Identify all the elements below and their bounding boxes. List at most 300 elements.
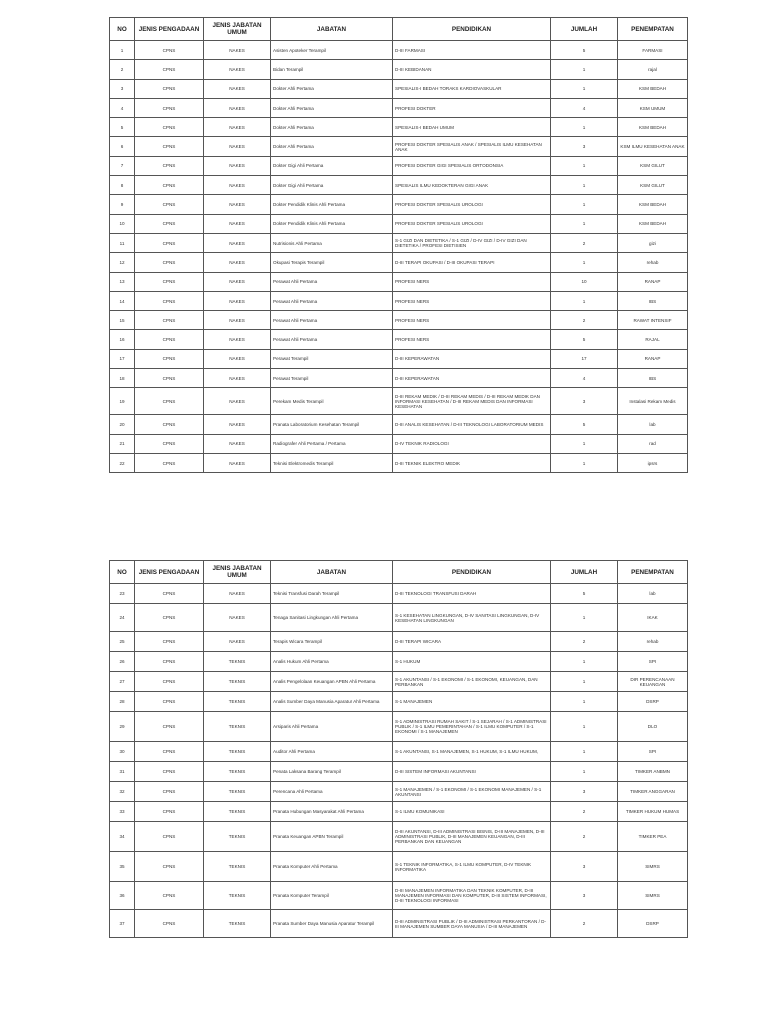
cell-no: 6 bbox=[110, 137, 135, 156]
cell-jabatan: Pranata Komputer Terampil bbox=[271, 882, 393, 910]
cell-pendidikan: PROFESI NERS bbox=[393, 311, 551, 330]
cell-jabatan: Perawat Terampil bbox=[271, 369, 393, 388]
cell-no: 34 bbox=[110, 822, 135, 852]
header-no: NO bbox=[110, 18, 135, 41]
table-row bbox=[110, 672, 688, 692]
cell-jumlah: 5 bbox=[551, 584, 618, 604]
cell-jumlah: 1 bbox=[551, 60, 618, 79]
table-header-row bbox=[110, 561, 688, 584]
table-row bbox=[110, 98, 688, 117]
table-row bbox=[110, 176, 688, 195]
table-row bbox=[110, 349, 688, 368]
cell-jabatan: Penata Laksana Barang Terampil bbox=[271, 762, 393, 782]
cell-jenis-jabatan: NAKES bbox=[204, 369, 271, 388]
cell-jabatan: Pranata Hubungan Masyarakat Ahli Pertama bbox=[271, 802, 393, 822]
cell-pendidikan: S-1 KESEHATAN LINGKUNGAN, D-IV SANITASI LINGKUNGAN, D-IV KESEHATAN LINGKUNGAN bbox=[393, 604, 551, 632]
cell-jabatan: Dokter Pendidik Klinis Ahli Pertama bbox=[271, 195, 393, 214]
cell-jenis-jabatan: TEKNIS bbox=[204, 742, 271, 762]
cell-jabatan: Tenaga Sanitasi Lingkungan Ahli Pertama bbox=[271, 604, 393, 632]
cell-no: 32 bbox=[110, 782, 135, 802]
cell-jenis-pengadaan: CPNS bbox=[135, 41, 204, 60]
cell-penempatan: IBS bbox=[618, 291, 688, 310]
cell-jenis-pengadaan: CPNS bbox=[135, 692, 204, 712]
cell-jenis-jabatan: TEKNIS bbox=[204, 802, 271, 822]
cell-penempatan: rad bbox=[618, 434, 688, 453]
cell-pendidikan: SPESIALIS-I BEDAH TORAKS KARDIOVASKULAR bbox=[393, 79, 551, 98]
cell-jenis-pengadaan: CPNS bbox=[135, 882, 204, 910]
cell-jumlah: 1 bbox=[551, 253, 618, 272]
cell-jabatan: Analis Pengelolaan Keuangan APBN Ahli Pertama bbox=[271, 672, 393, 692]
table-row bbox=[110, 632, 688, 652]
cell-jenis-pengadaan: CPNS bbox=[135, 453, 204, 472]
cell-no: 24 bbox=[110, 604, 135, 632]
cell-jumlah: 1 bbox=[551, 156, 618, 175]
cell-jenis-jabatan: NAKES bbox=[204, 137, 271, 156]
cell-jenis-pengadaan: CPNS bbox=[135, 369, 204, 388]
cell-jabatan: Okupasi Terapis Terampil bbox=[271, 253, 393, 272]
cell-pendidikan: S-1 MANAJEMEN / S-1 EKONOMI / S-1 EKONOMI MANAJEMEN / S-1 AKUNTANSI bbox=[393, 782, 551, 802]
cell-penempatan: KSM BEDAH bbox=[618, 118, 688, 137]
cell-pendidikan: D-III FARMASI bbox=[393, 41, 551, 60]
cell-jenis-pengadaan: CPNS bbox=[135, 195, 204, 214]
table-row bbox=[110, 802, 688, 822]
cell-no: 25 bbox=[110, 632, 135, 652]
cell-jumlah: 1 bbox=[551, 214, 618, 233]
cell-jabatan: Dokter Ahli Pertama bbox=[271, 137, 393, 156]
cell-penempatan: RAJAL bbox=[618, 330, 688, 349]
cell-jenis-jabatan: NAKES bbox=[204, 434, 271, 453]
cell-jenis-jabatan: TEKNIS bbox=[204, 782, 271, 802]
cell-jenis-pengadaan: CPNS bbox=[135, 330, 204, 349]
cell-no: 21 bbox=[110, 434, 135, 453]
cell-no: 9 bbox=[110, 195, 135, 214]
table-row bbox=[110, 311, 688, 330]
cell-jenis-jabatan: TEKNIS bbox=[204, 852, 271, 882]
cell-jenis-jabatan: NAKES bbox=[204, 415, 271, 434]
cell-no: 17 bbox=[110, 349, 135, 368]
cell-no: 13 bbox=[110, 272, 135, 291]
cell-jabatan: Dokter Ahli Pertama bbox=[271, 118, 393, 137]
header-jenis-jabatan: JENIS JABATAN UMUM bbox=[204, 18, 271, 41]
cell-no: 8 bbox=[110, 176, 135, 195]
table-row bbox=[110, 41, 688, 60]
cell-jenis-pengadaan: CPNS bbox=[135, 802, 204, 822]
cell-pendidikan: D-III TERAPI OKUPASI / D-III OKUPASI TERAPI bbox=[393, 253, 551, 272]
table-row bbox=[110, 253, 688, 272]
cell-jumlah: 4 bbox=[551, 98, 618, 117]
cell-jenis-jabatan: NAKES bbox=[204, 349, 271, 368]
cell-no: 31 bbox=[110, 762, 135, 782]
cell-pendidikan: D-IV TEKNIK RADIOLOGI bbox=[393, 434, 551, 453]
cell-penempatan: DSRP bbox=[618, 692, 688, 712]
cell-jumlah: 1 bbox=[551, 742, 618, 762]
cell-no: 15 bbox=[110, 311, 135, 330]
header-jenis-pengadaan: JENIS PENGADAAN bbox=[135, 561, 204, 584]
cell-jumlah: 1 bbox=[551, 604, 618, 632]
cell-jumlah: 3 bbox=[551, 852, 618, 882]
cell-penempatan: TIMKER PEA bbox=[618, 822, 688, 852]
cell-pendidikan: D-III SISTEM INFORMASI AKUNTANSI bbox=[393, 762, 551, 782]
header-jenis-pengadaan: JENIS PENGADAAN bbox=[135, 18, 204, 41]
cell-pendidikan: SPESIALIS-I BEDAH UMUM bbox=[393, 118, 551, 137]
cell-jenis-pengadaan: CPNS bbox=[135, 822, 204, 852]
cell-jenis-jabatan: NAKES bbox=[204, 79, 271, 98]
cell-jabatan: Teknisi Transfusi Darah Terampil bbox=[271, 584, 393, 604]
cell-jumlah: 1 bbox=[551, 118, 618, 137]
cell-jenis-pengadaan: CPNS bbox=[135, 118, 204, 137]
cell-penempatan: DSRP bbox=[618, 910, 688, 938]
cell-jenis-pengadaan: CPNS bbox=[135, 349, 204, 368]
header-jumlah: JUMLAH bbox=[551, 18, 618, 41]
table-row bbox=[110, 156, 688, 175]
table-row bbox=[110, 712, 688, 742]
cell-jumlah: 1 bbox=[551, 712, 618, 742]
cell-pendidikan: D-III ADMINISTRASI PUBLIK / D-III ADMINISTRASI PERKANTORAN / D-III MANAJEMEN SUMBER DAYA MANUSIA / D-III MANAJEMEN bbox=[393, 910, 551, 938]
cell-penempatan: SIMRS bbox=[618, 852, 688, 882]
cell-jumlah: 10 bbox=[551, 272, 618, 291]
cell-penempatan: KSM GILUT bbox=[618, 156, 688, 175]
cell-jabatan: Arsiparis Ahli Pertama bbox=[271, 712, 393, 742]
cell-penempatan: KSM UMUM bbox=[618, 98, 688, 117]
cell-pendidikan: SPESIALIS ILMU KEDOKTERAN GIGI ANAK bbox=[393, 176, 551, 195]
cell-penempatan: rehab bbox=[618, 632, 688, 652]
cell-jenis-pengadaan: CPNS bbox=[135, 176, 204, 195]
cell-jenis-jabatan: TEKNIS bbox=[204, 882, 271, 910]
table-row bbox=[110, 822, 688, 852]
cell-jabatan: Analis Hukum Ahli Pertama bbox=[271, 652, 393, 672]
cell-jenis-jabatan: NAKES bbox=[204, 253, 271, 272]
cell-jumlah: 1 bbox=[551, 434, 618, 453]
cell-penempatan: KSM BEDAH bbox=[618, 214, 688, 233]
cell-penempatan: TIMKER ANGGARAN bbox=[618, 782, 688, 802]
cell-jumlah: 2 bbox=[551, 233, 618, 252]
cell-no: 1 bbox=[110, 41, 135, 60]
cell-jumlah: 17 bbox=[551, 349, 618, 368]
cell-jabatan: Dokter Gigi Ahli Pertama bbox=[271, 156, 393, 175]
cell-jenis-pengadaan: CPNS bbox=[135, 712, 204, 742]
cell-penempatan: FARMASI bbox=[618, 41, 688, 60]
table-row bbox=[110, 852, 688, 882]
cell-no: 11 bbox=[110, 233, 135, 252]
cell-jenis-pengadaan: CPNS bbox=[135, 253, 204, 272]
table-row bbox=[110, 60, 688, 79]
cell-jumlah: 2 bbox=[551, 632, 618, 652]
recruitment-table-1 bbox=[109, 17, 688, 473]
table-row bbox=[110, 272, 688, 291]
cell-jabatan: Auditor Ahli Pertama bbox=[271, 742, 393, 762]
cell-no: 7 bbox=[110, 156, 135, 175]
cell-jenis-jabatan: TEKNIS bbox=[204, 762, 271, 782]
cell-pendidikan: D-III TEKNIK ELEKTRO MEDIK bbox=[393, 453, 551, 472]
cell-jumlah: 5 bbox=[551, 41, 618, 60]
cell-pendidikan: D-III MANAJEMEN INFORMATIKA DAN TEKNIK KOMPUTER, D-III MANAJEMEN INFORMASI DAN KOMPUTER, D-III SISTEM INFORMASI, D-III TEKNOLOGI INFORMASI bbox=[393, 882, 551, 910]
cell-jenis-jabatan: NAKES bbox=[204, 233, 271, 252]
cell-jabatan: Dokter Pendidik Klinis Ahli Pertama bbox=[271, 214, 393, 233]
table-row bbox=[110, 652, 688, 672]
table-row bbox=[110, 742, 688, 762]
cell-no: 18 bbox=[110, 369, 135, 388]
cell-jenis-pengadaan: CPNS bbox=[135, 742, 204, 762]
cell-pendidikan: PROFESI DOKTER bbox=[393, 98, 551, 117]
cell-jumlah: 1 bbox=[551, 176, 618, 195]
cell-jumlah: 1 bbox=[551, 672, 618, 692]
cell-jenis-pengadaan: CPNS bbox=[135, 214, 204, 233]
cell-jenis-jabatan: TEKNIS bbox=[204, 712, 271, 742]
cell-no: 14 bbox=[110, 291, 135, 310]
cell-jenis-jabatan: NAKES bbox=[204, 60, 271, 79]
header-jabatan: JABATAN bbox=[271, 18, 393, 41]
table-row bbox=[110, 330, 688, 349]
cell-penempatan: KSM BEDAH bbox=[618, 195, 688, 214]
cell-penempatan: RANAP bbox=[618, 349, 688, 368]
cell-jabatan: Terapis Wicara Terampil bbox=[271, 632, 393, 652]
cell-jenis-pengadaan: CPNS bbox=[135, 79, 204, 98]
cell-pendidikan: S-1 TEKNIK INFORMATIKA, S-1 ILMU KOMPUTER, D-IV TEKNIK INFORMATIKA bbox=[393, 852, 551, 882]
cell-penempatan: RANAP bbox=[618, 272, 688, 291]
cell-no: 2 bbox=[110, 60, 135, 79]
table-row bbox=[110, 882, 688, 910]
cell-jenis-jabatan: NAKES bbox=[204, 272, 271, 291]
cell-jenis-pengadaan: CPNS bbox=[135, 584, 204, 604]
cell-pendidikan: PROFESI NERS bbox=[393, 272, 551, 291]
cell-pendidikan: S-1 ILMU KOMUNIKASI bbox=[393, 802, 551, 822]
table-row bbox=[110, 79, 688, 98]
table-row bbox=[110, 782, 688, 802]
cell-penempatan: KSM GILUT bbox=[618, 176, 688, 195]
cell-jenis-jabatan: NAKES bbox=[204, 214, 271, 233]
table-row bbox=[110, 118, 688, 137]
cell-no: 5 bbox=[110, 118, 135, 137]
cell-no: 30 bbox=[110, 742, 135, 762]
cell-jenis-pengadaan: CPNS bbox=[135, 672, 204, 692]
cell-penempatan: RAWAT INTENSIF bbox=[618, 311, 688, 330]
header-jabatan: JABATAN bbox=[271, 561, 393, 584]
cell-jenis-pengadaan: CPNS bbox=[135, 910, 204, 938]
header-pendidikan: PENDIDIKAN bbox=[393, 18, 551, 41]
cell-jenis-jabatan: NAKES bbox=[204, 330, 271, 349]
cell-jumlah: 2 bbox=[551, 910, 618, 938]
cell-jabatan: Perawat Terampil bbox=[271, 349, 393, 368]
table-body bbox=[110, 41, 688, 473]
cell-pendidikan: PROFESI NERS bbox=[393, 330, 551, 349]
table-row bbox=[110, 388, 688, 415]
cell-penempatan: SIMRS bbox=[618, 882, 688, 910]
cell-pendidikan: S-1 GIZI DAN DIETETIKA / S-1 GIZI / D-IV GIZI / D-IV GIZI DAN DIETETIKA / PROFESI DIETISIEN bbox=[393, 233, 551, 252]
cell-penempatan: lab bbox=[618, 584, 688, 604]
cell-no: 19 bbox=[110, 388, 135, 415]
cell-jabatan: Perawat Ahli Pertama bbox=[271, 330, 393, 349]
cell-jenis-pengadaan: CPNS bbox=[135, 632, 204, 652]
cell-jabatan: Perawat Ahli Pertama bbox=[271, 272, 393, 291]
cell-jabatan: Pranata Komputer Ahli Pertama bbox=[271, 852, 393, 882]
table-row bbox=[110, 434, 688, 453]
cell-no: 28 bbox=[110, 692, 135, 712]
cell-jumlah: 1 bbox=[551, 762, 618, 782]
cell-jenis-jabatan: NAKES bbox=[204, 195, 271, 214]
cell-pendidikan: S-1 HUKUM bbox=[393, 652, 551, 672]
cell-penempatan: ipsrs bbox=[618, 453, 688, 472]
cell-jumlah: 1 bbox=[551, 195, 618, 214]
table-row bbox=[110, 604, 688, 632]
table-row bbox=[110, 291, 688, 310]
cell-jenis-jabatan: TEKNIS bbox=[204, 692, 271, 712]
cell-no: 22 bbox=[110, 453, 135, 472]
cell-jabatan: Dokter Ahli Pertama bbox=[271, 98, 393, 117]
cell-no: 23 bbox=[110, 584, 135, 604]
cell-no: 37 bbox=[110, 910, 135, 938]
cell-penempatan: IBS bbox=[618, 369, 688, 388]
cell-penempatan: DIR PERENCANAAN KEUANGAN bbox=[618, 672, 688, 692]
table-row bbox=[110, 910, 688, 938]
cell-penempatan: KSM BEDAH bbox=[618, 79, 688, 98]
cell-pendidikan: D-III KEBIDANAN bbox=[393, 60, 551, 79]
header-jenis-jabatan: JENIS JABATAN UMUM bbox=[204, 561, 271, 584]
header-no: NO bbox=[110, 561, 135, 584]
cell-no: 3 bbox=[110, 79, 135, 98]
cell-jenis-jabatan: NAKES bbox=[204, 156, 271, 175]
cell-jabatan: Nutrisionis Ahli Pertama bbox=[271, 233, 393, 252]
cell-no: 12 bbox=[110, 253, 135, 272]
cell-jumlah: 1 bbox=[551, 79, 618, 98]
table-body bbox=[110, 584, 688, 938]
cell-jabatan: Radiografer Ahli Pertama / Pertama bbox=[271, 434, 393, 453]
cell-penempatan: TIMKER ANBMN bbox=[618, 762, 688, 782]
cell-jumlah: 1 bbox=[551, 652, 618, 672]
cell-jumlah: 5 bbox=[551, 415, 618, 434]
cell-jenis-jabatan: NAKES bbox=[204, 118, 271, 137]
cell-jenis-jabatan: NAKES bbox=[204, 604, 271, 632]
cell-jumlah: 3 bbox=[551, 137, 618, 156]
cell-jenis-pengadaan: CPNS bbox=[135, 156, 204, 175]
cell-jenis-pengadaan: CPNS bbox=[135, 852, 204, 882]
cell-pendidikan: PROFESI NERS bbox=[393, 291, 551, 310]
cell-penempatan: Instalasi Rekam Medis bbox=[618, 388, 688, 415]
cell-pendidikan: PROFESI DOKTER SPESIALIS UROLOGI bbox=[393, 195, 551, 214]
cell-penempatan: SPI bbox=[618, 652, 688, 672]
cell-pendidikan: PROFESI DOKTER SPESIALIS UROLOGI bbox=[393, 214, 551, 233]
table-row bbox=[110, 762, 688, 782]
cell-jumlah: 3 bbox=[551, 882, 618, 910]
table-row bbox=[110, 415, 688, 434]
cell-jumlah: 2 bbox=[551, 802, 618, 822]
cell-no: 20 bbox=[110, 415, 135, 434]
cell-jabatan: Pranata Laboratorium Kesehatan Terampil bbox=[271, 415, 393, 434]
cell-no: 35 bbox=[110, 852, 135, 882]
cell-no: 10 bbox=[110, 214, 135, 233]
cell-jenis-pengadaan: CPNS bbox=[135, 762, 204, 782]
cell-jabatan: Perencana Ahli Pertama bbox=[271, 782, 393, 802]
cell-jabatan: Pranata Keuangan APBN Terampil bbox=[271, 822, 393, 852]
cell-jenis-pengadaan: CPNS bbox=[135, 291, 204, 310]
cell-jumlah: 1 bbox=[551, 692, 618, 712]
cell-pendidikan: D-III KEPERAWATAN bbox=[393, 369, 551, 388]
cell-pendidikan: S-1 MANAJEMEN bbox=[393, 692, 551, 712]
cell-pendidikan: D-III TERAPI WICARA bbox=[393, 632, 551, 652]
cell-jabatan: Pranata Sumber Daya Manusia Aparatur Terampil bbox=[271, 910, 393, 938]
table-header-row bbox=[110, 18, 688, 41]
cell-jenis-pengadaan: CPNS bbox=[135, 137, 204, 156]
cell-pendidikan: D-III TEKNOLOGI TRANSFUSI DARAH bbox=[393, 584, 551, 604]
cell-no: 26 bbox=[110, 652, 135, 672]
cell-no: 36 bbox=[110, 882, 135, 910]
cell-jenis-jabatan: NAKES bbox=[204, 176, 271, 195]
cell-jenis-pengadaan: CPNS bbox=[135, 782, 204, 802]
cell-pendidikan: D-III REKAM MEDIK / D-III REKAM MEDIS / D-III REKAM MEDIK DAN INFORMASI KESEHATAN / D-III REKAM MEDIS DAN INFORMASI KESEHATAN bbox=[393, 388, 551, 415]
cell-no: 16 bbox=[110, 330, 135, 349]
cell-penempatan: IKAK bbox=[618, 604, 688, 632]
cell-jenis-jabatan: NAKES bbox=[204, 388, 271, 415]
cell-no: 29 bbox=[110, 712, 135, 742]
cell-jenis-pengadaan: CPNS bbox=[135, 415, 204, 434]
cell-jenis-jabatan: NAKES bbox=[204, 311, 271, 330]
cell-jumlah: 2 bbox=[551, 311, 618, 330]
cell-jabatan: Dokter Gigi Ahli Pertama bbox=[271, 176, 393, 195]
cell-jumlah: 2 bbox=[551, 822, 618, 852]
cell-jenis-pengadaan: CPNS bbox=[135, 388, 204, 415]
cell-jenis-jabatan: NAKES bbox=[204, 453, 271, 472]
cell-jabatan: Perekam Medis Terampil bbox=[271, 388, 393, 415]
cell-jumlah: 5 bbox=[551, 330, 618, 349]
cell-pendidikan: D-III ANALIS KESEHATAN / D-III TEKNOLOGI LABORATORIUM MEDIS bbox=[393, 415, 551, 434]
cell-no: 4 bbox=[110, 98, 135, 117]
cell-pendidikan: D-III AKUNTANSI, D-III ADMINISTRASI BISNIS, D-III MANAJEMEN, D-III ADMINISTRASI PUBLIK, D-III MANAJEMEN KEUANGAN, D-III PERBANKAN DAN KEUANGAN bbox=[393, 822, 551, 852]
cell-jenis-jabatan: NAKES bbox=[204, 98, 271, 117]
header-penempatan: PENEMPATAN bbox=[618, 18, 688, 41]
header-penempatan: PENEMPATAN bbox=[618, 561, 688, 584]
cell-jenis-pengadaan: CPNS bbox=[135, 311, 204, 330]
cell-no: 33 bbox=[110, 802, 135, 822]
cell-jenis-pengadaan: CPNS bbox=[135, 604, 204, 632]
cell-penempatan: KSM ILMU KESEHATAN ANAK bbox=[618, 137, 688, 156]
cell-jumlah: 1 bbox=[551, 291, 618, 310]
cell-pendidikan: S-1 AKUNTANSI / S-1 EKONOMI / S-1 EKONOMI, KEUANGAN, DAN PERBANKAN bbox=[393, 672, 551, 692]
cell-jenis-jabatan: TEKNIS bbox=[204, 910, 271, 938]
cell-jenis-pengadaan: CPNS bbox=[135, 98, 204, 117]
table-row bbox=[110, 369, 688, 388]
cell-jabatan: Asisten Apoteker Terampil bbox=[271, 41, 393, 60]
table-row bbox=[110, 233, 688, 252]
cell-jenis-pengadaan: CPNS bbox=[135, 272, 204, 291]
table-row bbox=[110, 692, 688, 712]
cell-jabatan: Perawat Ahli Pertama bbox=[271, 311, 393, 330]
cell-jenis-pengadaan: CPNS bbox=[135, 60, 204, 79]
cell-jumlah: 3 bbox=[551, 782, 618, 802]
cell-penempatan: lab bbox=[618, 415, 688, 434]
cell-pendidikan: S-1 AKUNTANSI, S-1 MANAJEMEN, S-1 HUKUM, S-1 ILMU HUKUM, bbox=[393, 742, 551, 762]
table-row bbox=[110, 137, 688, 156]
cell-jenis-pengadaan: CPNS bbox=[135, 652, 204, 672]
cell-pendidikan: PROFESI DOKTER SPESIALIS ANAK / SPESIALIS ILMU KESEHATAN ANAK bbox=[393, 137, 551, 156]
recruitment-table-2 bbox=[109, 560, 688, 938]
cell-jabatan: Dokter Ahli Pertama bbox=[271, 79, 393, 98]
cell-jenis-jabatan: NAKES bbox=[204, 584, 271, 604]
cell-jabatan: Bidan Terampil bbox=[271, 60, 393, 79]
cell-jenis-jabatan: NAKES bbox=[204, 291, 271, 310]
cell-jenis-jabatan: TEKNIS bbox=[204, 672, 271, 692]
cell-jenis-pengadaan: CPNS bbox=[135, 233, 204, 252]
cell-jabatan: Perawat Ahli Pertama bbox=[271, 291, 393, 310]
cell-penempatan: SPI bbox=[618, 742, 688, 762]
cell-penempatan: rajal bbox=[618, 60, 688, 79]
cell-penempatan: DLO bbox=[618, 712, 688, 742]
cell-penempatan: gizi bbox=[618, 233, 688, 252]
header-jumlah: JUMLAH bbox=[551, 561, 618, 584]
cell-jumlah: 4 bbox=[551, 369, 618, 388]
cell-jenis-jabatan: TEKNIS bbox=[204, 822, 271, 852]
cell-jumlah: 1 bbox=[551, 453, 618, 472]
cell-jabatan: Teknisi Elektromedis Terampil bbox=[271, 453, 393, 472]
cell-jenis-pengadaan: CPNS bbox=[135, 434, 204, 453]
